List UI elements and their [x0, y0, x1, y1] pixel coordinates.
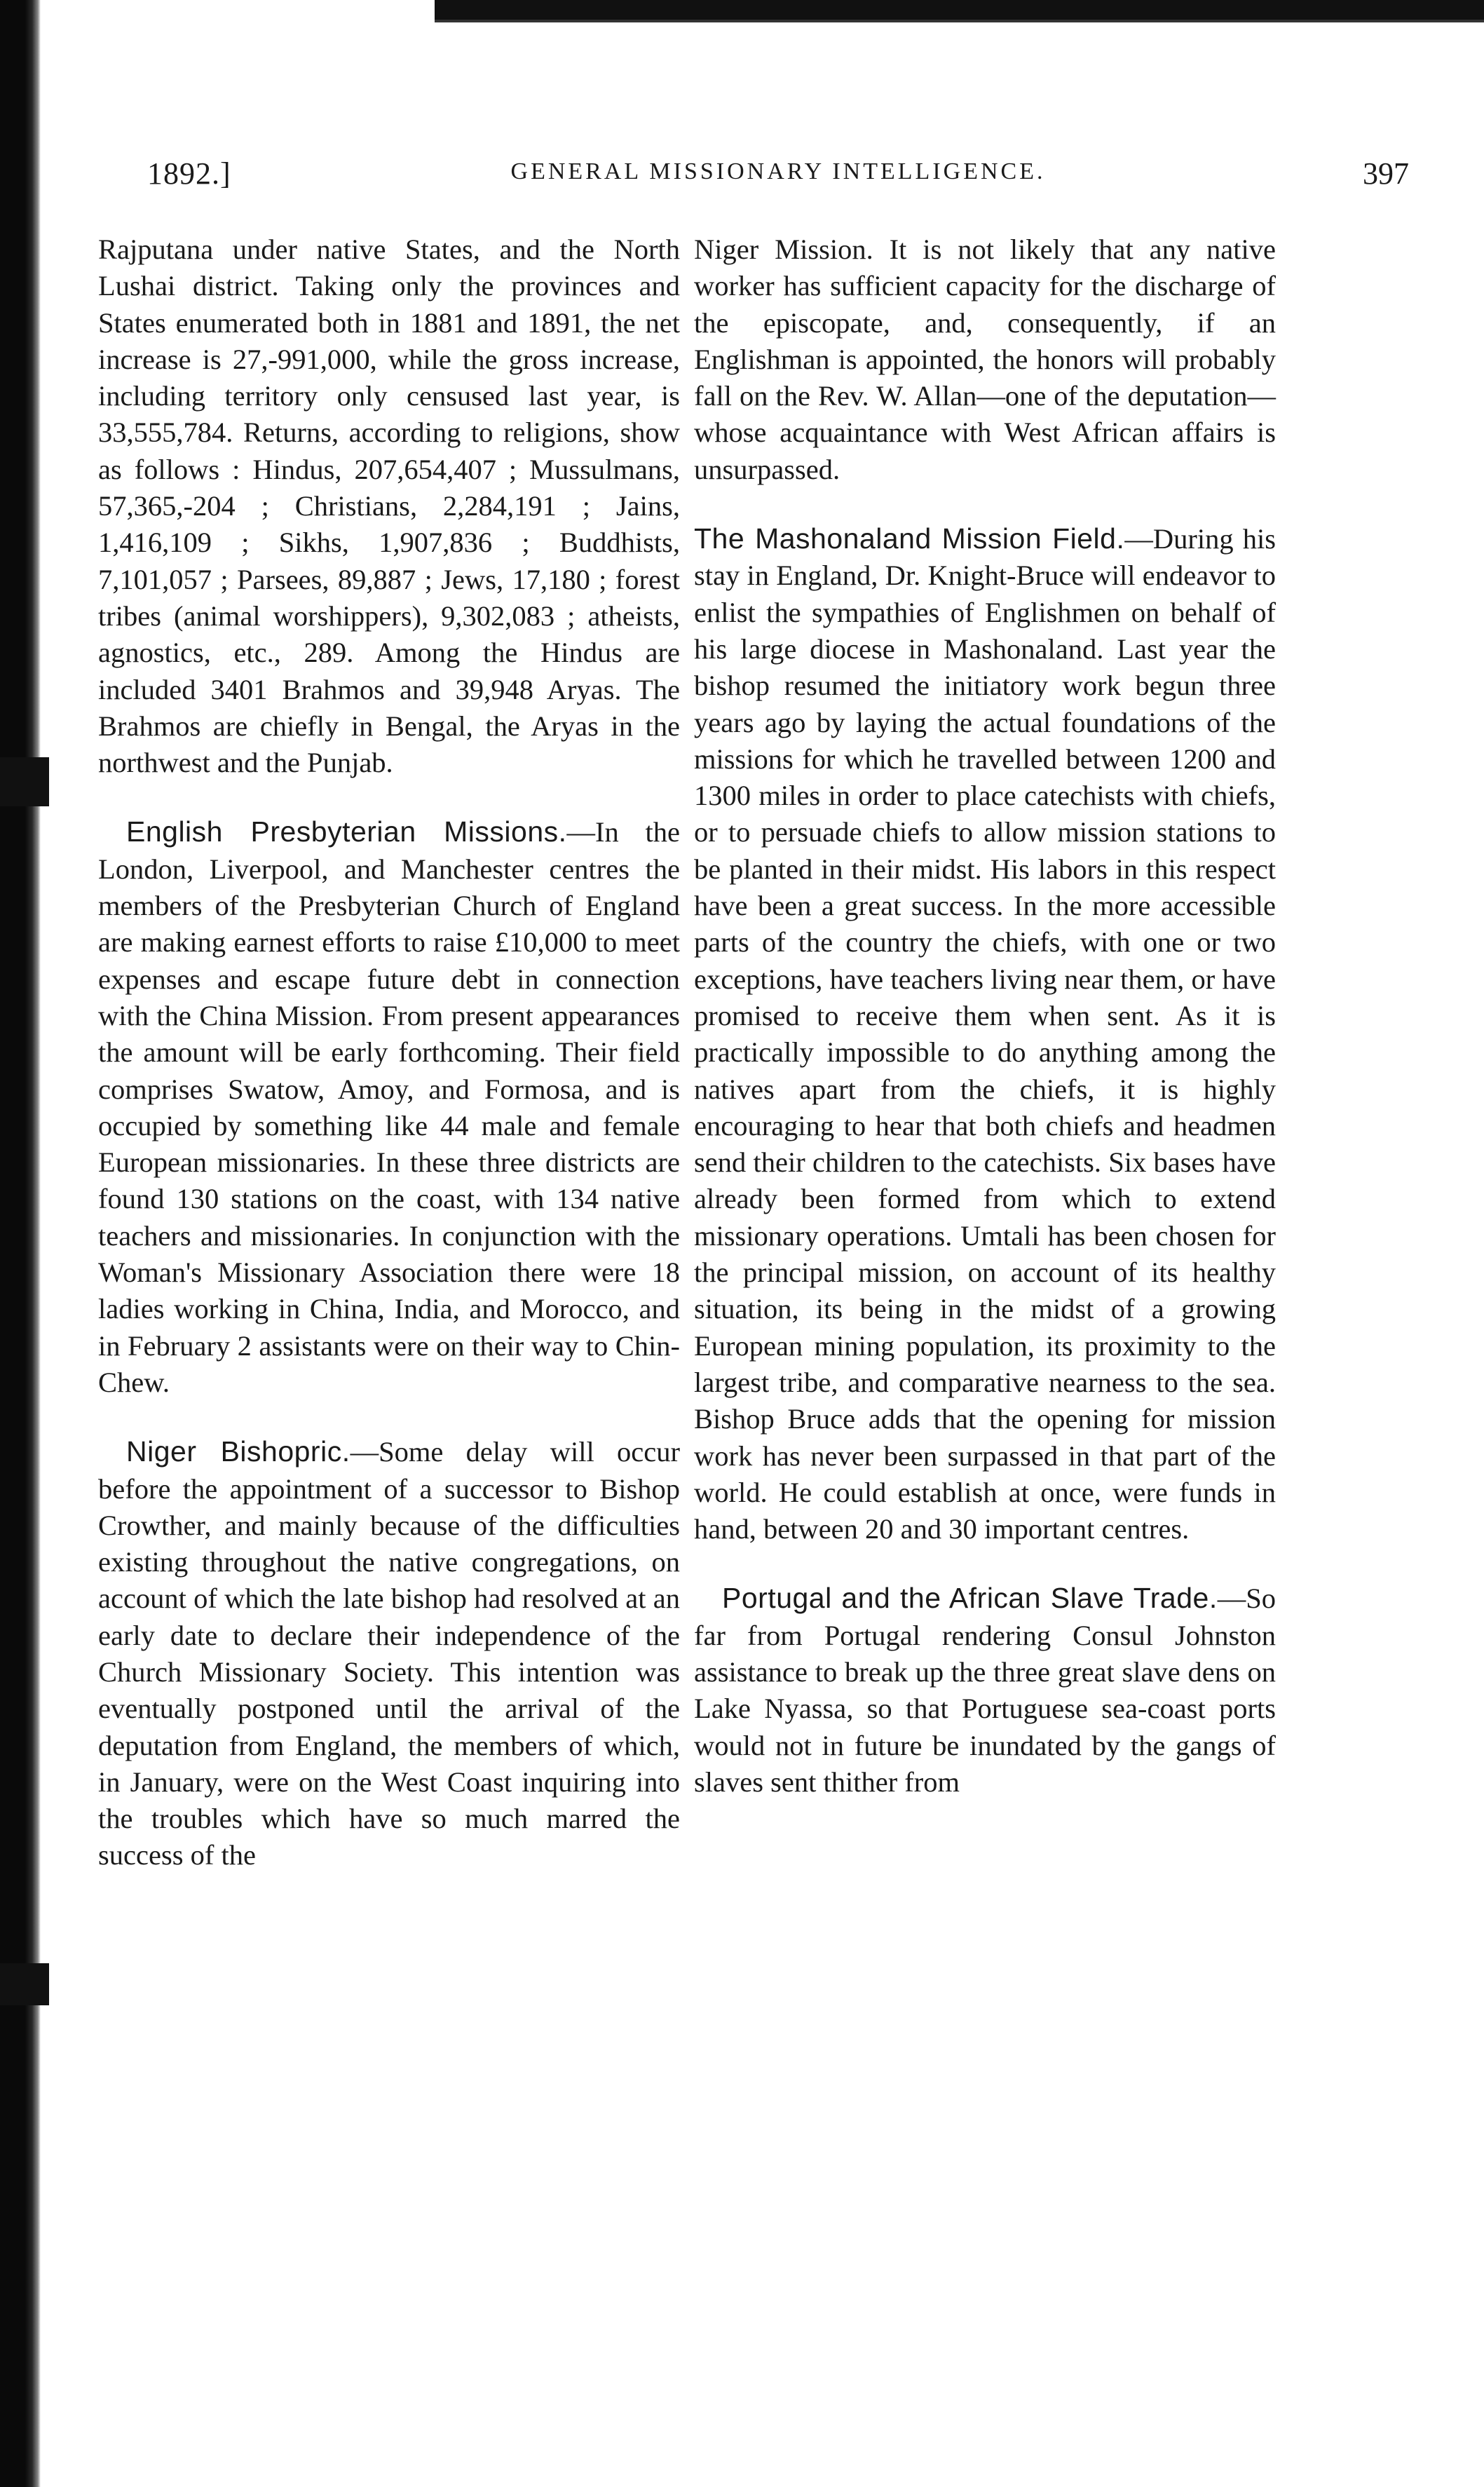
- header-year: 1892.]: [147, 156, 231, 191]
- section-heading: The Mashonaland Mission Field.: [694, 522, 1125, 555]
- section-heading: Portugal and the African Slave Trade.: [722, 1582, 1218, 1615]
- page-number: 397: [1363, 156, 1409, 191]
- section-heading: Niger Bishopric.: [126, 1435, 350, 1468]
- scan-edge-mark: [0, 757, 49, 806]
- section-body: —In the London, Liverpool, and Manchester centres the members of the Presbyterian Church of England are making earnest efforts to raise £10,000 to meet expenses and escape future debt in connection with the China Mission. From present appearances the amount will be early forthcoming. Their field comprises Swatow, Amoy, and Formosa, and is occupied by something like 44 male and female European missionaries. In these three districts are found 130 stations on the coast, with 134 native teachers and missionaries. In conjunction with the Woman's Missionary Association there were 18 ladies working in China, India, and Morocco, and in February 2 assistants were on their way to Chin-Chew.: [98, 816, 680, 1398]
- section-english-presbyterian: [98, 813, 680, 1401]
- scan-edge-mark: [0, 1963, 49, 2005]
- scan-top-rule-thin: [435, 20, 1484, 22]
- paragraph-niger-mission: Niger Mission. It is not likely that any native worker has sufficient capacity for the discharge of the episcopate, and, consequently, if an Englishman is appointed, the honors will probably fall on the Rev. W. Allan—one of the deputation—whose acquaintance with West African affairs is unsurpassed.: [694, 233, 1276, 485]
- section-mashonaland: [694, 520, 1276, 1547]
- section-body: —So far from Portugal rendering Consul Johnston assistance to break up the three great slave dens on Lake Nyassa, so that Portuguese sea-coast ports would not in future be inundated by the gangs of slaves sent thither from: [694, 1583, 1276, 1798]
- section-portugal-slave-trade: [694, 1580, 1276, 1801]
- page-header: [147, 156, 1409, 198]
- section-body: —Some delay will occur before the appointment of a successor to Bishop Crowther, and mainly because of the difficulties existing throughout the native congregations, on account of which the late bishop had resolved at an early date to declare their independence of the Church Missionary Society. This intention was eventually postponed until the arrival of the deputation from England, the members of which, in January, were on the West Coast inquiring into the troubles which have so much marred the success of the: [98, 1436, 680, 1871]
- section-niger-bishopric: [98, 1433, 680, 1874]
- right-column: [694, 231, 1276, 1801]
- scan-top-rule: [435, 0, 1484, 20]
- scan-left-edge: [0, 0, 41, 2487]
- section-body: —During his stay in England, Dr. Knight-Bruce will endeavor to enlist the sympathies of Englishmen on behalf of his large diocese in Mashonaland. Last year the bishop resumed the initiatory work begun three years ago by laying the actual foundations of the missions for which he travelled between 1200 and 1300 miles in order to place catechists with chiefs, or to persuade chiefs to allow mission stations to be planted in their midst. His labors in this respect have been a great success. In the more accessible parts of the country the chiefs, with one or two exceptions, have teachers living near them, or have promised to receive them when sent. As it is practically impossible to do anything among the natives apart from the chiefs, it is highly encouraging to hear that both chiefs and headmen send their children to the catechists. Six bases have already been formed from which to extend missionary operations. Umtali has been chosen for the principal mission, on account of its healthy situation, its being in the midst of a growing European mining population, its proximity to the largest tribe, and comparative nearness to the sea. Bishop Bruce adds that the opening for mission work has never been surpassed in that part of the world. He could establish at once, were funds in hand, between 20 and 30 important centres.: [694, 523, 1276, 1545]
- section-heading: English Presbyterian Missions.: [126, 815, 567, 848]
- paragraph-india-census: Rajputana under native States, and the North Lushai district. Taking only the provinces and States enumerated both in 1881 and 1891, the net increase is 27,-991,000, while the gross increase, including territory only censused last year, is 33,555,784. Returns, according to religions, show as follows : Hindus, 207,654,407 ; Mussulmans, 57,365,-204 ; Christians, 2,284,191 ; Jains, 1,416,109 ; Sikhs, 1,907,836 ; Buddhists, 7,101,057 ; Parsees, 89,887 ; Jews, 17,180 ; forest tribes (animal worshippers), 9,302,083 ; atheists, agnostics, etc., 289. Among the Hindus are included 3401 Brahmos and 39,948 Aryas. The Brahmos are chiefly in Bengal, the Aryas in the northwest and the Punjab.: [98, 233, 680, 779]
- running-title: GENERAL MISSIONARY INTELLIGENCE.: [510, 158, 1046, 184]
- left-column: [98, 231, 680, 1874]
